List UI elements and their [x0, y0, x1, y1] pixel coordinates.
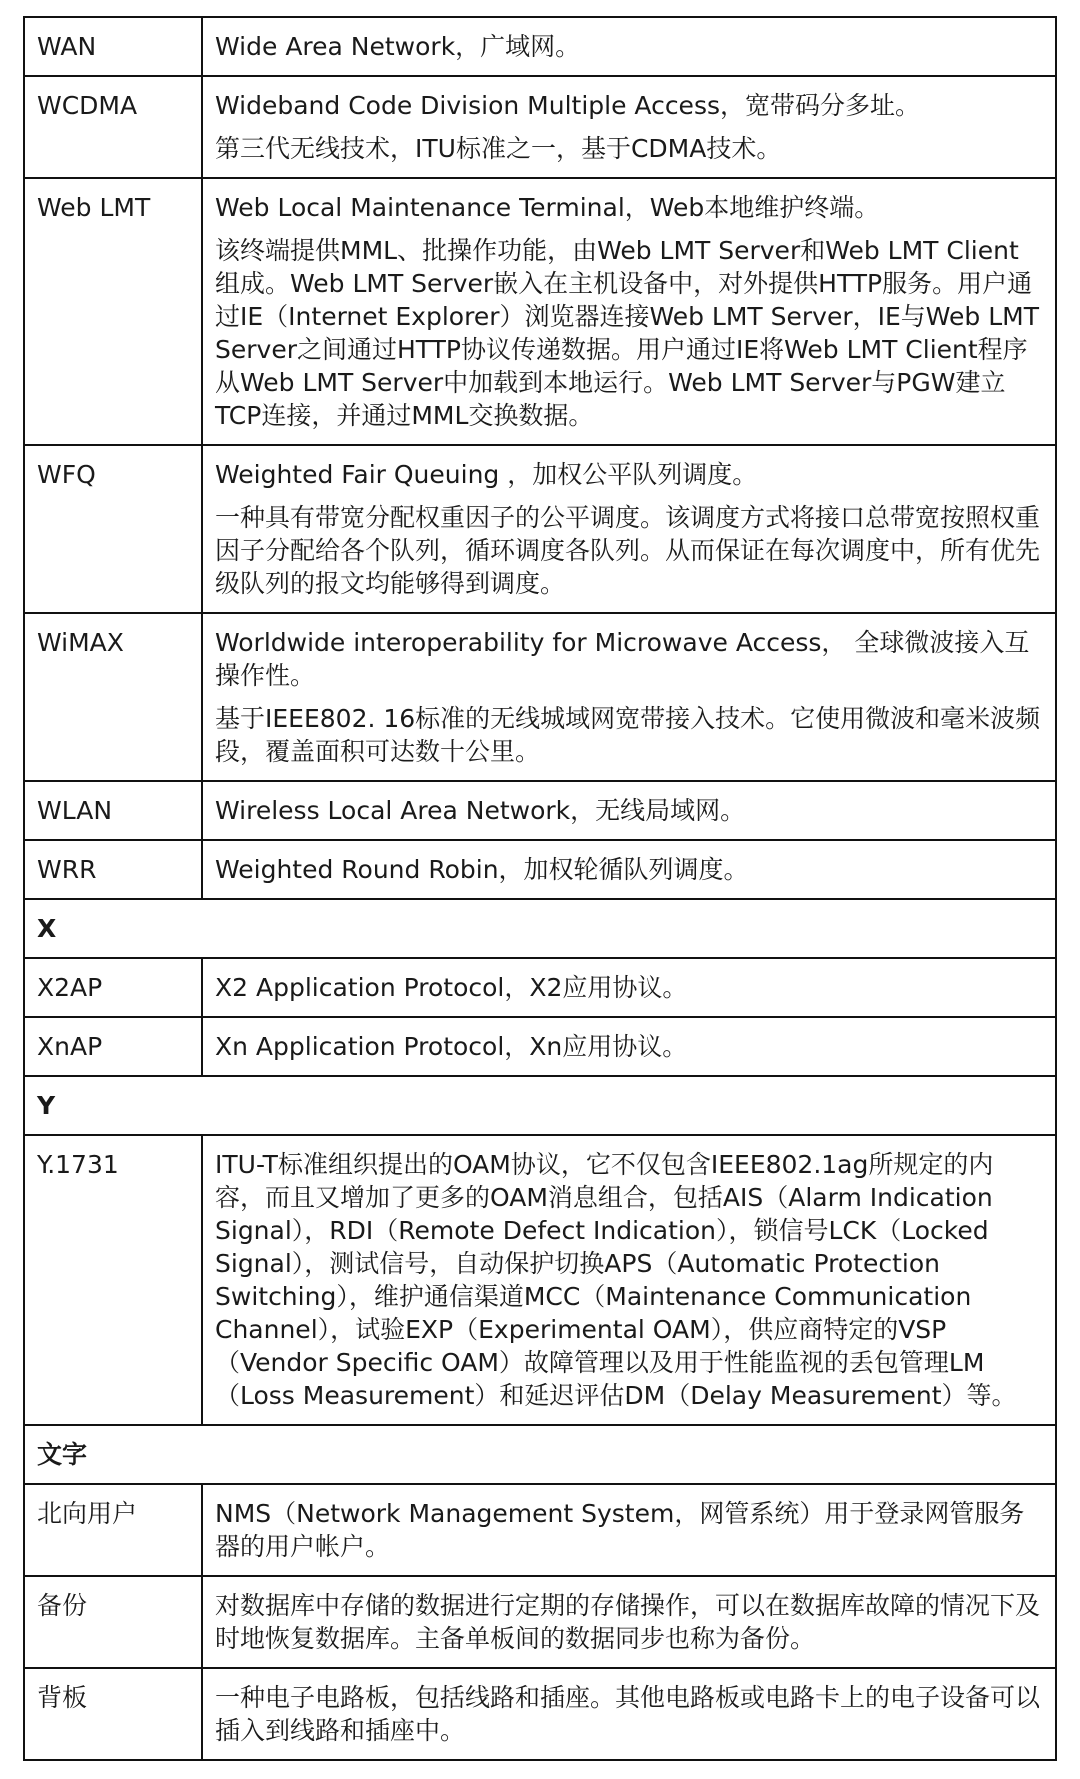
glossary-row	[24, 1576, 1056, 1668]
definition-paragraph: 对数据库中存储的数据进行定期的存储操作，可以在数据库故障的情况下及时地恢复数据库。主备单板间的数据同步也称为备份。	[215, 1591, 1041, 1653]
definition-paragraph: 该终端提供MML、批操作功能，由Web LMT Server和Web LMT Client组成。Web LMT Server嵌入在主机设备中，对外提供HTTP服务。用户通过IE（Internet Explorer）浏览器连接Web LMT Server，IE与Web LMT Server之间通过HTTP协议传递数据。用户通过IE将Web LMT Client程序从Web LMT Server中加载到本地运行。Web LMT Server与PGW建立TCP连接，并通过MML交换数据。	[215, 236, 1040, 430]
definition-cell	[202, 1668, 1056, 1760]
term-cell: WLAN	[24, 781, 202, 840]
section-header-row	[24, 1076, 1056, 1135]
definition-cell	[202, 1576, 1056, 1668]
definition-paragraph: 一种电子电路板，包括线路和插座。其他电路板或电路卡上的电子设备可以插入到线路和插座中。	[215, 1683, 1041, 1745]
section-label: Y	[24, 1076, 1056, 1135]
glossary-row	[24, 445, 1056, 613]
term-cell: 背板	[24, 1668, 202, 1760]
definition-cell	[202, 1484, 1056, 1576]
term-cell: WAN	[24, 17, 202, 76]
term-cell: WCDMA	[24, 76, 202, 178]
section-header-row	[24, 899, 1056, 958]
term-cell: 备份	[24, 1576, 202, 1668]
glossary-body	[24, 17, 1056, 1760]
glossary-row	[24, 1017, 1056, 1076]
definition-cell	[202, 613, 1056, 781]
glossary-row	[24, 17, 1056, 76]
term-cell: Web LMT	[24, 178, 202, 445]
definition-paragraph: Weighted Round Robin，加权轮循队列调度。	[215, 855, 749, 884]
term-cell: XnAP	[24, 1017, 202, 1076]
definition-paragraph: Worldwide interoperability for Microwave Access， 全球微波接入互操作性。	[215, 628, 1030, 690]
definition-paragraph: ITU-T标准组织提出的OAM协议，它不仅包含IEEE802.1ag所规定的内容，而且又增加了更多的OAM消息组合，包括AIS（Alarm Indication Signal），RDI（Remote Defect Indication），锁信号LCK（Locked Signal），测试信号，自动保护切换APS（Automatic Protection Switching），维护通信渠道MCC（Maintenance Communication Channel），试验EXP（Experimental OAM），供应商特定的VSP（Vendor Specific OAM）故障管理以及用于性能监视的丢包管理LM（Loss Measurement）和延迟评估DM（Delay Measurement）等。	[215, 1150, 1017, 1410]
definition-cell	[202, 76, 1056, 178]
glossary-row	[24, 1135, 1056, 1425]
definition-paragraph: Wideband Code Division Multiple Access，宽带码分多址。	[215, 91, 920, 120]
definition-paragraph: X2 Application Protocol，X2应用协议。	[215, 973, 688, 1002]
term-cell: Y.1731	[24, 1135, 202, 1425]
section-label: 文字	[24, 1425, 1056, 1484]
glossary-table	[23, 16, 1057, 1761]
glossary-row	[24, 958, 1056, 1017]
section-header-row	[24, 1425, 1056, 1484]
definition-paragraph: 一种具有带宽分配权重因子的公平调度。该调度方式将接口总带宽按照权重因子分配给各个队列，循环调度各队列。从而保证在每次调度中，所有优先级队列的报文均能够得到调度。	[215, 503, 1041, 598]
definition-cell	[202, 781, 1056, 840]
term-cell: X2AP	[24, 958, 202, 1017]
definition-cell	[202, 840, 1056, 899]
definition-paragraph: Web Local Maintenance Terminal，Web本地维护终端。	[215, 193, 880, 222]
term-cell: WRR	[24, 840, 202, 899]
definition-cell	[202, 1135, 1056, 1425]
definition-paragraph: Weighted Fair Queuing ，加权公平队列调度。	[215, 460, 758, 489]
term-cell: WFQ	[24, 445, 202, 613]
glossary-row	[24, 1668, 1056, 1760]
definition-cell	[202, 17, 1056, 76]
definition-paragraph: 基于IEEE802. 16标准的无线城域网宽带接入技术。它使用微波和毫米波频段，覆盖面积可达数十公里。	[215, 704, 1041, 766]
glossary-row	[24, 1484, 1056, 1576]
glossary-row	[24, 781, 1056, 840]
definition-paragraph: Wireless Local Area Network，无线局域网。	[215, 796, 746, 825]
definition-paragraph: 第三代无线技术，ITU标准之一，基于CDMA技术。	[215, 134, 782, 163]
definition-cell	[202, 445, 1056, 613]
glossary-row	[24, 178, 1056, 445]
glossary-row	[24, 76, 1056, 178]
glossary-row	[24, 613, 1056, 781]
definition-cell	[202, 958, 1056, 1017]
definition-cell	[202, 1017, 1056, 1076]
glossary-row	[24, 840, 1056, 899]
term-cell: 北向用户	[24, 1484, 202, 1576]
definition-paragraph: Xn Application Protocol，Xn应用协议。	[215, 1032, 688, 1061]
definition-paragraph: NMS（Network Management System，网管系统）用于登录网管服务器的用户帐户。	[215, 1499, 1025, 1561]
term-cell: WiMAX	[24, 613, 202, 781]
definition-cell	[202, 178, 1056, 445]
definition-paragraph: Wide Area Network，广域网。	[215, 32, 581, 61]
section-label: X	[24, 899, 1056, 958]
